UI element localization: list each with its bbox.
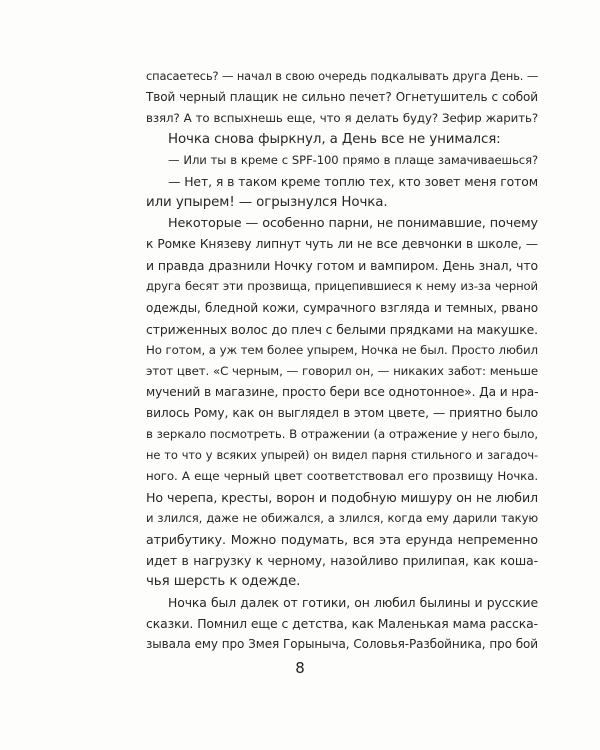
text-line: друга бесят эти прозвища, прицепившиеся к нему из-за черной (146, 279, 538, 294)
text-line: атрибутику. Можно подумать, вся эта ерунда непременно (146, 532, 538, 548)
text-line: чья шерсть к одежде. (146, 574, 301, 590)
body-text (146, 66, 538, 655)
text-line: этот цвет. «С черным, — говорил он, — никаких забот: меньше (146, 363, 538, 378)
text-line: — Или ты в креме с SPF-100 прямо в плаще замачиваешься? (168, 153, 538, 168)
text-line: ного. А еще черный цвет соответствовал его прозвищу Ночка. (146, 468, 538, 483)
text-line: стриженных волос до плеч с белыми прядками на макушке. (146, 321, 538, 337)
text-line: одежды, бледной кожи, сумрачного взгляда и темных, рвано (146, 300, 538, 315)
text-line: идет в нагрузку к черному, назойливо прилипая, как коша- (146, 553, 538, 569)
text-line: Ночка снова фыркнул, а День все не унимался: (168, 132, 501, 148)
text-line: к Ромке Князеву липнут чуть ли не все девчонки в школе, — (146, 237, 538, 252)
text-line: сказки. Помнил еще с детства, как Маленькая мама расска- (146, 616, 538, 632)
text-line: — Нет, я в таком креме топлю тех, кто зовет меня готом (168, 174, 538, 190)
text-line: спасаетесь? — начал в свою очередь подкалывать друга День. — (146, 69, 539, 83)
text-line: в зеркало посмотреть. В отражении (а отражение у него было, (146, 426, 538, 441)
text-line: Но черепа, кресты, ворон и подобную мишуру он не любил (146, 489, 538, 505)
text-line: мучений в магазине, просто бери все однотонное». Да и нра- (146, 384, 539, 399)
text-line: зывала ему про Змея Горыныча, Соловья-Разбойника, про бой (146, 637, 538, 652)
text-line: Но готом, а уж тем более упырем, Ночка не был. Просто любил (146, 342, 538, 357)
text-line: и правда дразнили Ночку готом и вампиром. День знал, что (146, 258, 538, 274)
page-number: 8 (295, 659, 305, 677)
text-line: Твой черный плащик не сильно печет? Огнетушитель с собой (146, 90, 538, 105)
text-line: и злился, даже не обижался, а злился, когда ему дарили такую (146, 510, 538, 525)
text-line: или упырем! — огрызнулся Ночка. (146, 195, 388, 211)
text-line: вилось Рому, как он выглядел в этом цвете, — приятно было (146, 405, 538, 420)
text-line: взял? А то вспыхнешь еще, что я делать буду? Зефир жарить? (146, 111, 538, 126)
text-line: Ночка был далек от готики, он любил былины и русские (168, 595, 538, 611)
text-line: Некоторые — особенно парни, не понимавшие, почему (168, 216, 538, 232)
text-line: не то что у всяких упырей) он видел парня стильного и загадоч- (146, 447, 538, 462)
